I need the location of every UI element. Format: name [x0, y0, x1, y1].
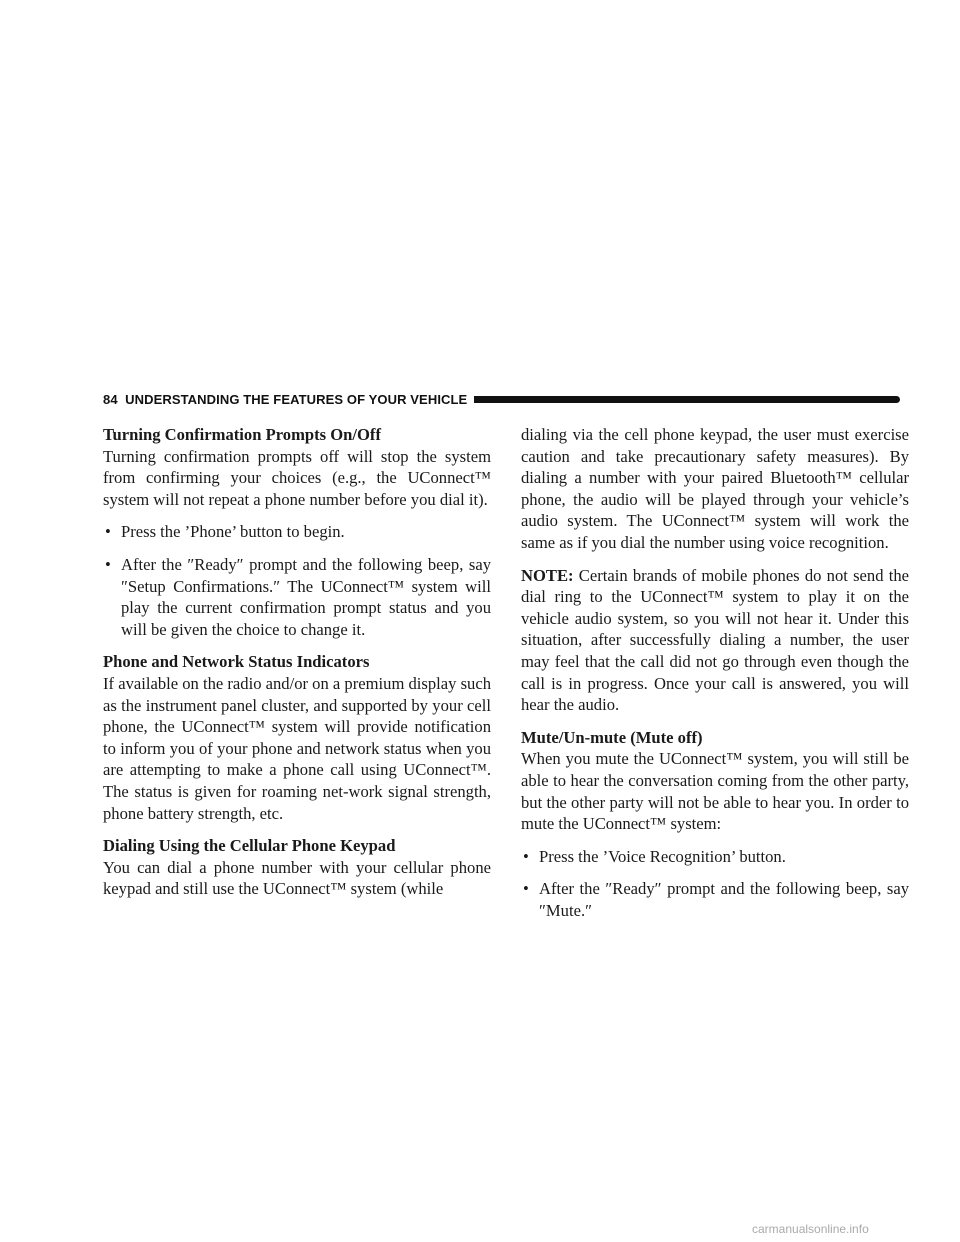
page-header [103, 389, 900, 409]
list-item-text: Press the ’Phone’ button to begin. [121, 522, 345, 542]
page-header-text [103, 392, 467, 407]
list-item-text: After the ″Ready″ prompt and the following beep, say ″Setup Confirmations.″ The UConnect™ system will play the current confirmation prompt status and you will be given the choice to change it. [121, 554, 491, 639]
header-rule [474, 396, 900, 403]
note-text: Certain brands of mobile phones do not send the dial ring to the UConnect™ system to play it on the vehicle audio system, so you will not hear it. Under this situation, after successfully dialing a number, the user may feel that the call did not go through even though the call is in progress. Once your call is answered, you will hear the audio. [521, 565, 909, 715]
section-title: UNDERSTANDING THE FEATURES OF YOUR VEHICLE [125, 391, 468, 407]
list-item-text: Press the ’Voice Recognition’ button. [539, 846, 786, 866]
note-label: NOTE: [521, 565, 574, 585]
paragraph-status-indicators: If available on the radio and/or on a premium display such as the instrument panel cluster, and supported by your cell phone, the UConnect™ system will provide notification to inform you of your phone and network status when you are attempting to make a phone call using UConnect™. The status is given for roaming net-work signal strength, phone battery strength, etc. [103, 673, 491, 823]
watermark: carmanualsonline.info [752, 1222, 869, 1236]
bullet-icon: • [523, 846, 529, 866]
heading-mute: Mute/Un-mute (Mute off) [521, 727, 703, 747]
list-item [521, 846, 909, 868]
bullet-list-mute [521, 846, 909, 922]
paragraph-mute: When you mute the UConnect™ system, you will still be able to hear the conversation coming from the other party, but the other party will not be able to hear you. In order to mute the UConnect™ system: [521, 749, 909, 834]
bullet-icon: • [105, 522, 111, 542]
paragraph-dialing-keypad: You can dial a phone number with your cellular phone keypad and still use the UConnect™ system (while [103, 857, 491, 899]
page-number: 84 [103, 391, 118, 407]
bullet-list-confirmation [103, 521, 491, 640]
paragraph-confirmation-prompts: Turning confirmation prompts off will stop the system from confirming your choices (e.g., the UConnect™ system will not repeat a phone number before you dial it). [103, 446, 491, 509]
list-item-text: After the ″Ready″ prompt and the following beep, say ″Mute.″ [539, 879, 909, 920]
right-column [521, 424, 909, 921]
list-item [103, 554, 491, 640]
heading-confirmation-prompts: Turning Confirmation Prompts On/Off [103, 425, 381, 444]
left-column [103, 424, 491, 900]
note-paragraph [521, 565, 909, 716]
heading-dialing-keypad: Dialing Using the Cellular Phone Keypad [103, 836, 396, 856]
list-item [103, 521, 491, 543]
list-item [521, 878, 909, 921]
paragraph-dialing-continued: dialing via the cell phone keypad, the user must exercise caution and take precautionary safety measures). By dialing a number with your paired Bluetooth™ cellular phone, the audio will be played through your vehicle’s audio system. The UConnect™ system will work the same as if you dial the number using voice recognition. [521, 425, 909, 552]
bullet-icon: • [105, 554, 111, 574]
bullet-icon: • [523, 879, 529, 899]
heading-status-indicators: Phone and Network Status Indicators [103, 652, 370, 672]
